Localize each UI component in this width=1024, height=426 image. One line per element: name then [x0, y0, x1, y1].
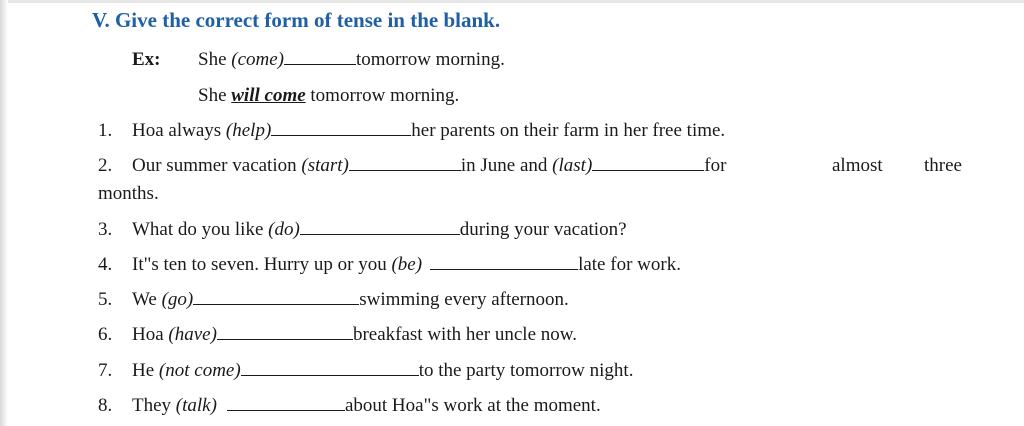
item-text: late for work.	[578, 254, 681, 275]
example-blank[interactable]	[284, 48, 356, 65]
answer-blank[interactable]	[193, 288, 359, 305]
example-answer: will come	[231, 85, 306, 106]
list-item	[98, 359, 633, 383]
item-verb: (talk)	[175, 395, 217, 416]
item-text: during your vacation?	[459, 219, 627, 240]
item-text: Our summer vacation	[132, 155, 302, 176]
item-verb: (last)	[552, 155, 593, 176]
item-number: 6.	[98, 324, 113, 345]
example-subject: She	[198, 49, 232, 70]
list-item	[98, 288, 569, 312]
item-text: for	[704, 155, 727, 176]
item-number: 8.	[98, 395, 113, 416]
example-label: Ex:	[132, 49, 161, 70]
item-verb: (help)	[225, 120, 272, 141]
item-text: her parents on their farm in her free time.	[411, 120, 726, 141]
item-text: breakfast with her uncle now.	[352, 324, 577, 345]
example-line-1	[132, 48, 505, 72]
item-number: 2.	[98, 155, 113, 176]
list-item	[98, 394, 601, 418]
item-number: 7.	[98, 360, 113, 381]
item-verb: (be)	[391, 254, 423, 275]
item-text: It"s ten to seven. Hurry up or you	[132, 254, 392, 275]
item-text: They	[132, 395, 176, 416]
item-number: 4.	[98, 254, 113, 275]
answer-blank[interactable]	[227, 394, 345, 411]
item-verb: (go)	[161, 289, 194, 310]
item-verb: (have)	[168, 324, 217, 345]
page-top-edge	[0, 0, 1024, 3]
item-text: about Hoa"s work at the moment.	[344, 395, 601, 416]
item-text: swimming every afternoon.	[359, 289, 569, 310]
item-verb: (do)	[268, 219, 300, 240]
item-number: 3.	[98, 219, 113, 240]
list-item-continuation: months.	[98, 183, 159, 204]
list-item	[98, 218, 627, 242]
item-text: Hoa	[132, 324, 169, 345]
item-number: 1.	[98, 120, 113, 141]
exercise-heading: V. Give the correct form of tense in the blank.	[92, 8, 501, 32]
example-rest: tomorrow morning.	[356, 49, 505, 70]
answer-blank[interactable]	[349, 154, 461, 171]
item-text: Hoa always	[132, 120, 226, 141]
item-verb: (not come)	[158, 360, 241, 381]
example-verb: (come)	[231, 49, 284, 70]
item-text: almost	[832, 155, 883, 176]
example-answer-rest: tomorrow morning.	[305, 85, 460, 106]
list-item	[98, 323, 577, 347]
answer-blank[interactable]	[430, 253, 578, 270]
item-text: We	[132, 289, 162, 310]
example-answer-subject: She	[198, 85, 232, 106]
list-item	[98, 253, 681, 277]
item-text: three	[924, 155, 962, 176]
item-verb: (start)	[301, 155, 349, 176]
answer-blank[interactable]	[300, 218, 460, 235]
example-line-2	[198, 84, 459, 108]
answer-blank[interactable]	[592, 154, 704, 171]
item-text: to the party tomorrow night.	[418, 360, 634, 381]
item-text: What do you like	[132, 219, 269, 240]
item-number: 5.	[98, 289, 113, 310]
page-left-shadow	[0, 0, 8, 426]
answer-blank[interactable]	[217, 323, 353, 340]
list-item	[98, 119, 725, 143]
answer-blank[interactable]	[271, 119, 411, 136]
answer-blank[interactable]	[241, 359, 419, 376]
item-text: He	[132, 360, 159, 381]
list-item	[98, 154, 970, 178]
item-text: in June and	[460, 155, 553, 176]
